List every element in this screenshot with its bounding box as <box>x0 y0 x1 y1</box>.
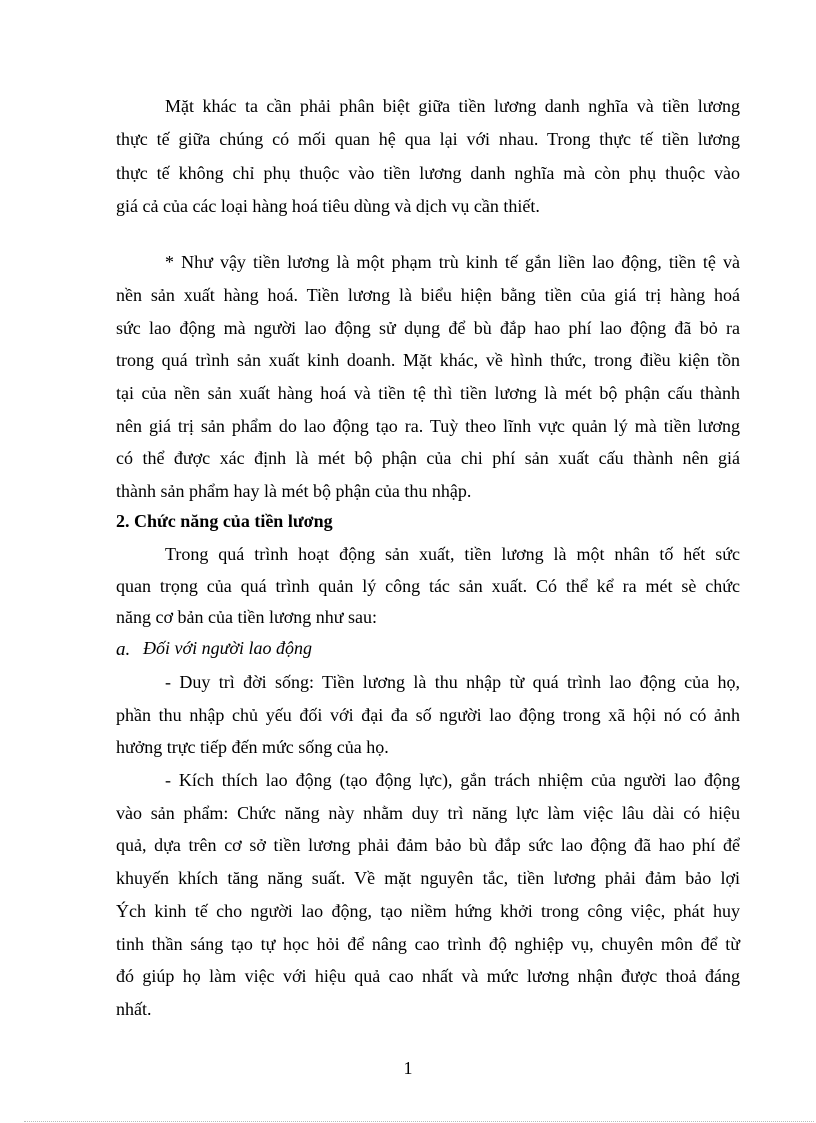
paragraph-line: thành sản phẩm hay là mét bộ phận của thu nhập. <box>116 481 472 501</box>
paragraph-line: * Như vậy tiền lương là một phạm trù kinh tế gắn liền lao động, tiền tệ và <box>165 252 740 272</box>
paragraph-line: quả, dựa trên cơ sở tiền lương phải đảm bảo bù đắp sức lao động đã hao phí để <box>116 835 740 855</box>
paragraph-line: sức lao động mà người lao động sử dụng để bù đắp hao phí lao động đã bỏ ra <box>116 318 740 338</box>
paragraph-line: nhất. <box>116 999 152 1019</box>
paragraph-line: Trong quá trình hoạt động sản xuất, tiền lương là một nhân tố hết sức <box>165 544 740 564</box>
paragraph-line: - Duy trì đời sống: Tiền lương là thu nhập từ quá trình lao động của họ, <box>165 672 740 692</box>
paragraph-line: khuyến khích tăng năng suất. Về mặt nguyên tắc, tiền lương phải đảm bảo lợi <box>116 868 740 888</box>
paragraph-line: đó giúp họ làm việc với hiệu quả cao nhất và mức lương nhận được thoả đáng <box>116 966 740 986</box>
page-bottom-rule <box>24 1121 814 1122</box>
subsection-label: a. <box>116 639 131 660</box>
subsection-title: Đối với người lao động <box>143 638 313 658</box>
section-heading: 2. Chức năng của tiền lương <box>116 511 333 531</box>
paragraph-line: - Kích thích lao động (tạo động lực), gắn trách nhiệm của người lao động <box>165 770 740 790</box>
paragraph-line: quan trọng của quá trình quản lý công tác sản xuất. Có thể kể ra mét sè chức <box>116 576 740 596</box>
paragraph-line: phần thu nhập chủ yếu đối với đại đa số người lao động trong xã hội nó có ảnh <box>116 705 740 725</box>
paragraph-line: Ých kinh tế cho người lao động, tạo niềm hứng khởi trong công việc, phát huy <box>116 901 740 921</box>
paragraph-line: năng cơ bản của tiền lương như sau: <box>116 607 377 627</box>
paragraph-line: Mặt khác ta cần phải phân biệt giữa tiền lương danh nghĩa và tiền lương <box>165 96 740 116</box>
paragraph-line: nên giá trị sản phẩm do lao động tạo ra. Tuỳ theo lĩnh vực quản lý mà tiền lương <box>116 416 740 436</box>
page-number: 1 <box>403 1058 413 1078</box>
paragraph-line: thực tế không chỉ phụ thuộc vào tiền lương danh nghĩa mà còn phụ thuộc vào <box>116 163 740 183</box>
paragraph-line: trong quá trình sản xuất kinh doanh. Mặt khác, về hình thức, trong điều kiện tồn <box>116 350 740 370</box>
paragraph-line: tại của nền sản xuất hàng hoá và tiền tệ thì tiền lương là mét bộ phận cấu thành <box>116 383 740 403</box>
paragraph-line: vào sản phẩm: Chức năng này nhằm duy trì năng lực làm việc lâu dài có hiệu <box>116 803 740 823</box>
paragraph-line: có thể được xác định là mét bộ phận của chi phí sản xuất cấu thành nên giá <box>116 448 740 468</box>
paragraph-line: tinh thần sáng tạo tự học hỏi để nâng cao trình độ nghiệp vụ, chuyên môn để từ <box>116 934 740 954</box>
paragraph-line: hưởng trực tiếp đến mức sống của họ. <box>116 737 389 757</box>
paragraph-line: giá cả của các loại hàng hoá tiêu dùng và dịch vụ cần thiết. <box>116 196 540 216</box>
paragraph-line: nền sản xuất hàng hoá. Tiền lương là biểu hiện bằng tiền của giá trị hàng hoá <box>116 285 740 305</box>
paragraph-line: thực tế giữa chúng có mối quan hệ qua lại với nhau. Trong thực tế tiền lương <box>116 129 740 149</box>
